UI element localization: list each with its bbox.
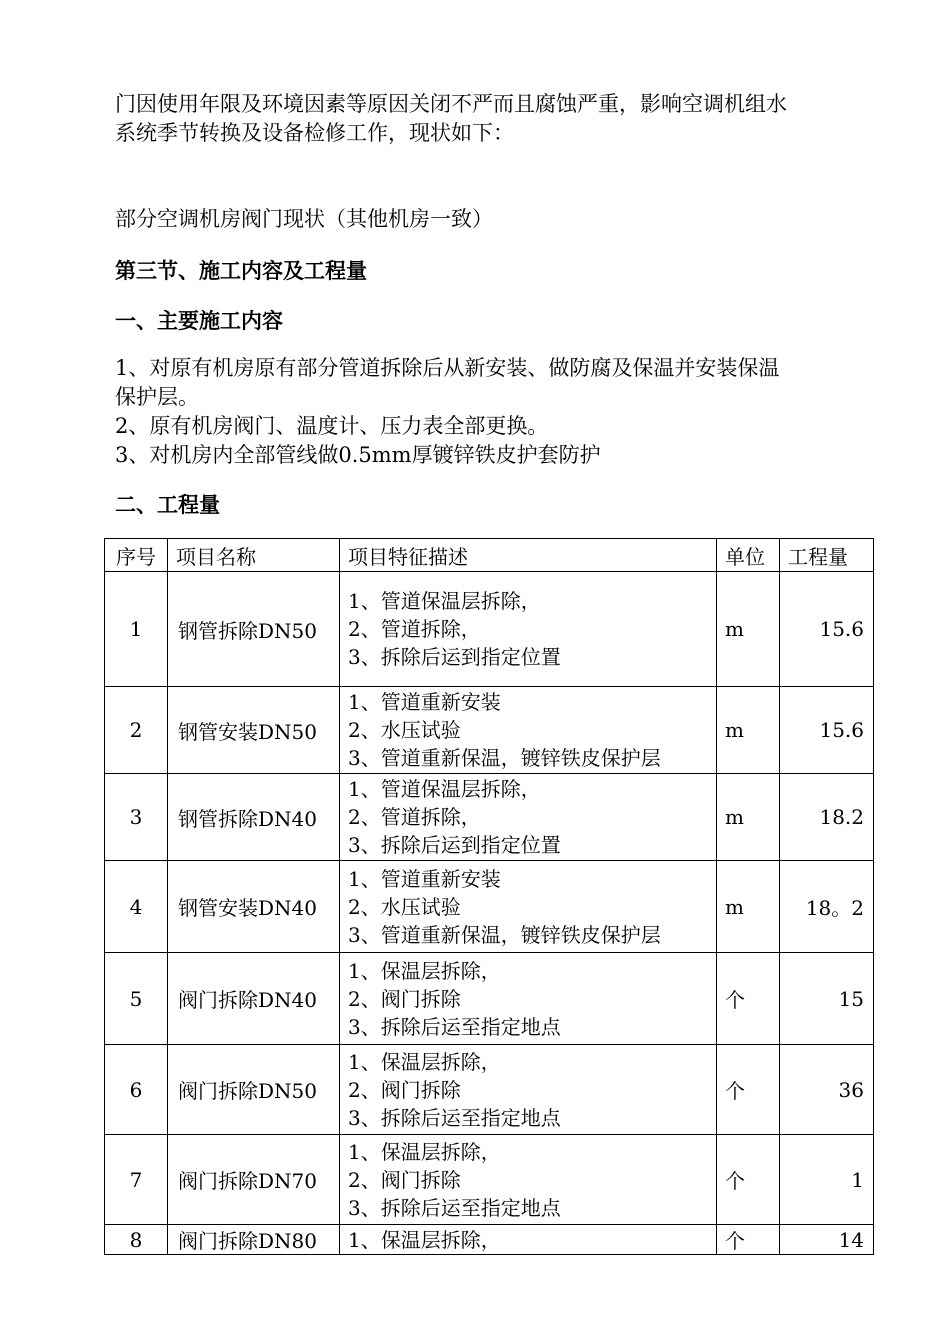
row-no: 1 xyxy=(105,572,168,687)
row-unit: m xyxy=(717,861,780,953)
header-no: 序号 xyxy=(105,539,168,572)
content-item-3: 3、对机房内全部管线做0.5mm厚镀锌铁皮护套防护 xyxy=(115,443,601,467)
row-desc-line: 1、保温层拆除， xyxy=(348,1139,501,1164)
row-desc-line: 2、水压试验 xyxy=(348,718,461,742)
table-row xyxy=(105,1135,874,1225)
row-amount: 15.6 xyxy=(780,572,874,687)
table-row xyxy=(105,774,874,861)
row-desc-line: 1、管道保温层拆除， xyxy=(348,777,541,801)
row-no: 6 xyxy=(105,1045,168,1135)
row-no: 7 xyxy=(105,1135,168,1225)
table-row xyxy=(105,1045,874,1135)
row-name: 阀门拆除DN50 xyxy=(168,1045,340,1135)
row-no: 5 xyxy=(105,953,168,1045)
row-desc-line: 3、拆除后运到指定位置 xyxy=(348,645,561,669)
row-desc xyxy=(340,687,717,774)
content-heading: 一、主要施工内容 xyxy=(115,308,283,333)
content-item-1-cont: 保护层。 xyxy=(115,385,199,409)
intro-line-1: 门因使用年限及环境因素等原因关闭不严而且腐蚀严重，影响空调机组水 xyxy=(115,92,787,116)
row-desc-line: 2、管道拆除， xyxy=(348,617,481,641)
row-no: 3 xyxy=(105,774,168,861)
row-unit: m xyxy=(717,687,780,774)
row-amount: 36 xyxy=(780,1045,874,1135)
row-desc-line: 3、拆除后运至指定地点 xyxy=(348,1105,561,1130)
row-amount: 1 xyxy=(780,1135,874,1225)
row-desc-line: 3、拆除后运至指定地点 xyxy=(348,1014,561,1039)
row-desc xyxy=(340,774,717,861)
row-desc-line: 3、拆除后运至指定地点 xyxy=(348,1195,561,1220)
row-desc-line: 1、保温层拆除， xyxy=(348,1049,501,1074)
row-desc xyxy=(340,1045,717,1135)
section-title: 第三节、施工内容及工程量 xyxy=(115,258,367,283)
content-item-1: 1、对原有机房原有部分管道拆除后从新安装、做防腐及保温并安装保温 xyxy=(115,356,780,380)
photo-caption: 部分空调机房阀门现状（其他机房一致） xyxy=(115,207,493,231)
table-row xyxy=(105,572,874,687)
row-name: 钢管安装DN50 xyxy=(168,687,340,774)
header-unit: 单位 xyxy=(717,539,780,572)
content-item-2: 2、原有机房阀门、温度计、压力表全部更换。 xyxy=(115,414,549,438)
table-row xyxy=(105,953,874,1045)
row-no: 2 xyxy=(105,687,168,774)
row-desc xyxy=(340,1225,717,1255)
row-name: 阀门拆除DN80 xyxy=(168,1225,340,1255)
row-desc-line: 2、管道拆除， xyxy=(348,805,481,829)
row-desc xyxy=(340,953,717,1045)
header-amount: 工程量 xyxy=(780,539,874,572)
row-desc-line: 2、阀门拆除 xyxy=(348,1077,461,1102)
row-desc-line: 2、阀门拆除 xyxy=(348,1167,461,1192)
row-amount: 15 xyxy=(780,953,874,1045)
row-desc-line: 2、水压试验 xyxy=(348,894,461,919)
row-desc xyxy=(340,861,717,953)
row-no: 8 xyxy=(105,1225,168,1255)
row-amount: 14 xyxy=(780,1225,874,1255)
row-desc-line: 1、保温层拆除， xyxy=(348,958,501,983)
intro-line-2: 系统季节转换及设备检修工作，现状如下： xyxy=(115,121,514,145)
row-unit: m xyxy=(717,572,780,687)
table-row xyxy=(105,687,874,774)
row-desc-line: 2、阀门拆除 xyxy=(348,986,461,1011)
row-no: 4 xyxy=(105,861,168,953)
row-desc-line: 1、管道重新安装 xyxy=(348,690,501,714)
row-desc xyxy=(340,1135,717,1225)
header-name: 项目名称 xyxy=(168,539,340,572)
quantity-table xyxy=(104,538,874,1255)
row-unit: 个 xyxy=(717,1135,780,1225)
table-row xyxy=(105,861,874,953)
table-row xyxy=(105,1225,874,1255)
row-desc-line: 3、管道重新保温，镀锌铁皮保护层 xyxy=(348,922,661,947)
row-name: 钢管安装DN40 xyxy=(168,861,340,953)
table-body xyxy=(105,572,874,1255)
quantity-heading: 二、工程量 xyxy=(115,492,220,517)
row-unit: 个 xyxy=(717,953,780,1045)
row-desc-line: 1、管道保温层拆除， xyxy=(348,589,541,613)
row-amount: 15.6 xyxy=(780,687,874,774)
row-name: 阀门拆除DN40 xyxy=(168,953,340,1045)
row-amount: 18.2 xyxy=(780,774,874,861)
row-amount: 18。2 xyxy=(780,861,874,953)
row-name: 钢管拆除DN50 xyxy=(168,572,340,687)
row-desc-line: 3、管道重新保温，镀锌铁皮保护层 xyxy=(348,746,661,770)
row-desc-line: 1、管道重新安装 xyxy=(348,866,501,891)
row-desc-line: 1、保温层拆除， xyxy=(348,1227,501,1252)
content-list xyxy=(115,354,855,470)
header-desc: 项目特征描述 xyxy=(340,539,717,572)
row-desc-line: 3、拆除后运到指定位置 xyxy=(348,833,561,857)
row-name: 钢管拆除DN40 xyxy=(168,774,340,861)
row-name: 阀门拆除DN70 xyxy=(168,1135,340,1225)
row-unit: 个 xyxy=(717,1045,780,1135)
row-unit: m xyxy=(717,774,780,861)
row-unit: 个 xyxy=(717,1225,780,1255)
intro-paragraph xyxy=(115,90,855,148)
row-desc xyxy=(340,572,717,687)
table-header-row xyxy=(105,539,874,572)
